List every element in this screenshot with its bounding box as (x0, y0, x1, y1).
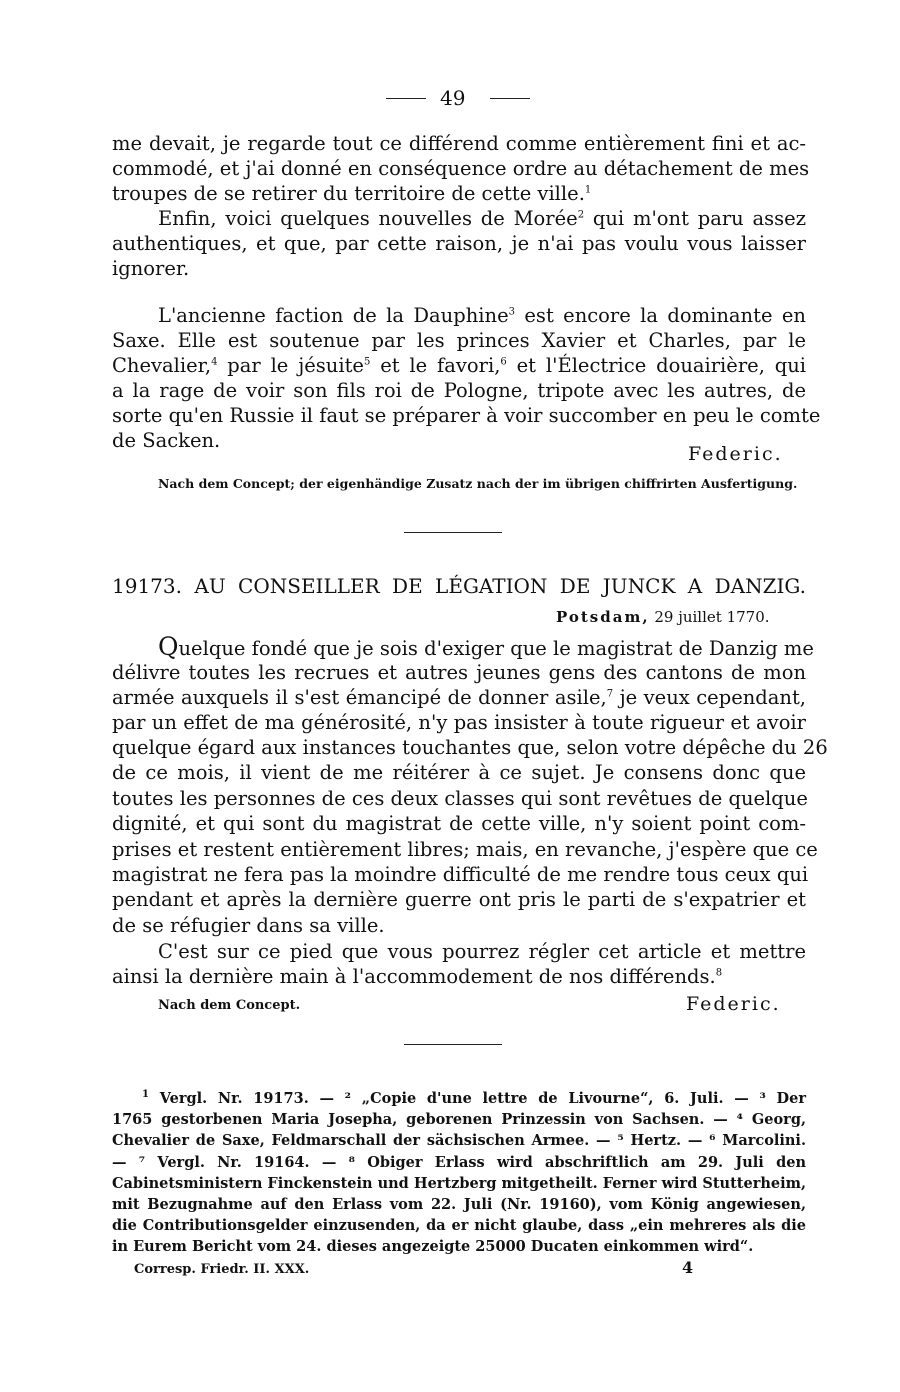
footnote-line-1 (142, 1088, 806, 1109)
main-line-5: quelque égard aux instances touchantes que, selon votre dépêche du 26 (112, 736, 828, 759)
prev-line-4a: Enfin, voici quelques nouvelles de Morée (158, 207, 578, 230)
section-divider-1 (404, 532, 502, 533)
main-line-14-text: ainsi la dernière main à l'accommodement de nos différends. (112, 965, 716, 988)
letter-number: 19173. (112, 574, 182, 598)
prev-line-3-text: troupes de se retirer du territoire de cette ville. (112, 182, 585, 205)
prev-line-11: sorte qu'en Russie il faut se préparer à voir succomber en peu le comte (112, 404, 821, 427)
main-line-12: de se réfugier dans sa ville. (112, 914, 385, 937)
note-mark-5: 5 (363, 356, 371, 368)
main-signature: Federic. (686, 993, 781, 1015)
signature-line-left: Corresp. Friedr. II. XXX. (134, 1262, 310, 1277)
footnote-line-6: mit Bezugnahme auf den Erlass vom 22. Juli (Nr. 19160), vom König angewiesen, (112, 1196, 806, 1213)
main-line-6: de ce mois, il vient de me réitérer à ce sujet. Je consens donc que (112, 761, 806, 784)
section-divider-2 (404, 1044, 502, 1045)
prev-signature: Federic. (688, 443, 783, 465)
prev-source-note: Nach dem Concept; der eigenhändige Zusatz nach der im übrigen chiffrirten Ausfertigung. (158, 476, 798, 491)
page-number: 49 (440, 86, 466, 110)
prev-line-7 (158, 303, 806, 328)
note-mark-3: 3 (508, 306, 515, 318)
prev-line-9b: par le jésuite (227, 354, 364, 377)
header-rule-right (490, 98, 530, 99)
main-line-14 (112, 964, 806, 989)
prev-line-5: authentiques, et que, par cette raison, je n'ai pas voulu vous laisser (112, 232, 806, 255)
prev-line-4b: qui m'ont paru assez (592, 207, 806, 230)
prev-line-9a: Chevalier, (112, 354, 212, 377)
prev-line-9 (112, 353, 806, 378)
main-line-13: C'est sur ce pied que vous pourrez régler cet article et mettre (158, 940, 806, 963)
main-line-1 (158, 632, 814, 661)
footnote-line-7: die Contributionsgelder einzusenden, da er nicht glaube, dass „ein mehreres als die (112, 1217, 806, 1234)
drop-initial: Q (158, 632, 179, 661)
main-line-10: magistrat ne fera pas la moindre difficulté de me rendre tous ceux qui (112, 863, 809, 886)
main-line-3b: je veux cependant, (619, 686, 806, 709)
letter-heading (112, 574, 806, 598)
header-rule-left (386, 98, 426, 99)
main-line-8: dignité, et qui sont du magistrat de cette ville, n'y soient point com- (112, 812, 806, 835)
prev-line-10: a la rage de voir son fils roi de Pologne, tripote avec les autres, de (112, 379, 806, 402)
main-line-4: par un effet de ma générosité, n'y pas insister à toute rigueur et avoir (112, 711, 806, 734)
note-mark-6: 6 (500, 356, 507, 368)
prev-line-2: commodé, et j'ai donné en conséquence ordre au détachement de mes (112, 157, 810, 180)
signature-line-right: 4 (682, 1258, 694, 1277)
note-mark-7: 7 (606, 688, 614, 700)
prev-line-9c: et le favori, (380, 354, 501, 377)
footnote-line-4: — ⁷ Vergl. Nr. 19164. — ⁸ Obiger Erlass wird abschriftlich am 29. Juli den (112, 1154, 806, 1171)
prev-line-9d: et l'Électrice douairière, qui (516, 354, 807, 377)
main-line-3a: armée auxquels il s'est émancipé de donner asile, (112, 686, 607, 709)
letter-date: 29 juillet 1770. (654, 608, 770, 626)
main-source-note: Nach dem Concept. (158, 998, 301, 1013)
footnote-line-1-text: Vergl. Nr. 19173. — ² „Copie d'une lettre de Livourne“, 6. Juli. — ³ Der (159, 1090, 806, 1107)
letter-place: Potsdam, (556, 608, 650, 626)
note-mark-4: 4 (211, 356, 218, 368)
footnote-line-2: 1765 gestorbenen Maria Josepha, geborenen Prinzessin von Sachsen. — ⁴ Georg, (112, 1111, 806, 1128)
main-line-3 (112, 685, 806, 710)
footnote-line-5: Cabinetsministern Finckenstein und Hertzberg mitgetheilt. Ferner wird Stutterheim, (112, 1175, 807, 1192)
main-line-9: prises et restent entièrement libres; mais, en revanche, j'espère que ce (112, 838, 818, 861)
main-line-11: pendant et après la dernière guerre ont pris le parti de s'expatrier et (112, 888, 806, 911)
prev-line-12: de Sacken. (112, 429, 221, 452)
prev-line-4 (158, 206, 806, 231)
main-line-2: délivre toutes les recrues et autres jeunes gens des cantons de mon (112, 661, 806, 684)
footnote-line-3: Chevalier de Saxe, Feldmarschall der sächsischen Armee. — ⁵ Hertz. — ⁶ Marcolini. (112, 1132, 806, 1149)
note-mark-1: 1 (584, 184, 592, 196)
main-line-7: toutes les personnes de ces deux classes qui sont revêtues de quelque (112, 787, 808, 810)
footnote-line-8: in Eurem Bericht vom 24. dieses angezeigte 25000 Ducaten einkommen wird“. (112, 1238, 754, 1255)
footnote-mark-1: 1 (142, 1089, 149, 1101)
prev-line-7b: est encore la dominante en (524, 304, 806, 327)
prev-line-3 (112, 181, 806, 206)
prev-line-1: me devait, je regarde tout ce différend comme entièrement fini et ac- (112, 132, 806, 155)
prev-line-7a: L'ancienne faction de la Dauphine (158, 304, 509, 327)
letter-dateline (556, 608, 770, 626)
note-mark-2: 2 (577, 209, 585, 221)
note-mark-8: 8 (715, 967, 723, 979)
main-line-1-text: uelque fondé que je sois d'exiger que le magistrat de Danzig me (178, 637, 814, 660)
letter-title: AU CONSEILLER DE LÉGATION DE JUNCK A DANZIG. (194, 574, 807, 598)
prev-line-6: ignorer. (112, 257, 190, 280)
prev-line-8: Saxe. Elle est soutenue par les princes Xavier et Charles, par le (112, 329, 806, 352)
